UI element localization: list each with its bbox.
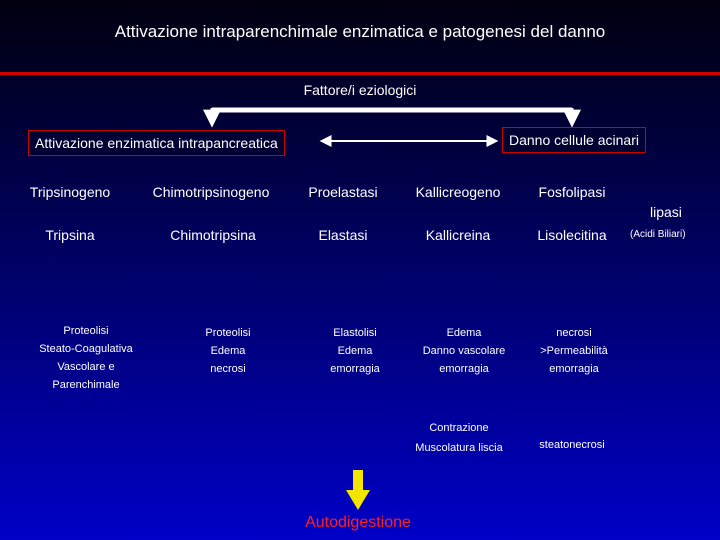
effects-kallikrein xyxy=(410,324,518,378)
effect-line: Vascolare e xyxy=(57,361,115,373)
etiology-label: Fattore/i eziologici xyxy=(303,82,417,98)
enzyme-chymotrypsin: Chimotripsina xyxy=(170,227,256,243)
down-arrow-head xyxy=(346,490,370,510)
lipase-label: lipasi xyxy=(650,204,682,220)
enzyme-elastase: Elastasi xyxy=(318,227,368,243)
zymogen-proelastase: Proelastasi xyxy=(308,184,378,200)
bile-acids-label: (Acidi Biliari) xyxy=(630,229,686,240)
effects-elastase xyxy=(310,324,400,378)
effect-line: Danno vascolare xyxy=(422,345,506,357)
effect-line: Proteolisi xyxy=(63,325,109,337)
effect-line: emorragia xyxy=(549,363,599,375)
enzyme-lysolecithin: Lisolecitina xyxy=(537,227,607,243)
zymogen-phospholipase: Fosfolipasi xyxy=(538,184,606,200)
effect-line: Muscolatura liscia xyxy=(415,442,503,454)
effects-trypsin xyxy=(30,322,142,394)
effects-lysolecithin xyxy=(526,324,622,378)
effect-line: emorragia xyxy=(330,363,380,375)
enzyme-activation-box: Attivazione enzimatica intrapancreatica xyxy=(28,130,285,156)
enzyme-kallikrein: Kallicreina xyxy=(425,227,491,243)
effect-line: necrosi xyxy=(210,363,246,375)
enzyme-trypsin: Tripsina xyxy=(45,227,95,243)
extra-lysolecithin xyxy=(522,436,622,454)
effect-line: Parenchimale xyxy=(52,379,120,391)
zymogen-trypsinogen: Tripsinogeno xyxy=(29,184,111,200)
effect-line: Contrazione xyxy=(429,422,489,434)
effect-line: emorragia xyxy=(439,363,489,375)
effect-line: Elastolisi xyxy=(333,327,377,339)
effect-line: Edema xyxy=(337,345,373,357)
effect-line: Edema xyxy=(210,345,246,357)
autodigestion-label: Autodigestione xyxy=(305,514,411,531)
zymogen-kallikreinogen: Kallicreogeno xyxy=(415,184,501,200)
extra-kallikrein xyxy=(400,418,518,458)
effect-line: >Permeabilità xyxy=(540,345,608,357)
effect-line: Proteolisi xyxy=(205,327,251,339)
zymogen-chymotrypsinogen: Chimotripsinogeno xyxy=(152,184,270,200)
acinar-damage-box: Danno cellule acinari xyxy=(502,127,646,153)
effect-line: necrosi xyxy=(556,327,592,339)
effect-line: steatonecrosi xyxy=(539,439,605,451)
page-title: Attivazione intraparenchimale enzimatica e patogenesi del danno xyxy=(114,22,606,41)
effect-line: Edema xyxy=(446,327,482,339)
down-arrow-shaft xyxy=(353,470,363,490)
effects-chymotrypsin xyxy=(178,324,278,378)
effect-line: Steato-Coagulativa xyxy=(39,343,133,355)
